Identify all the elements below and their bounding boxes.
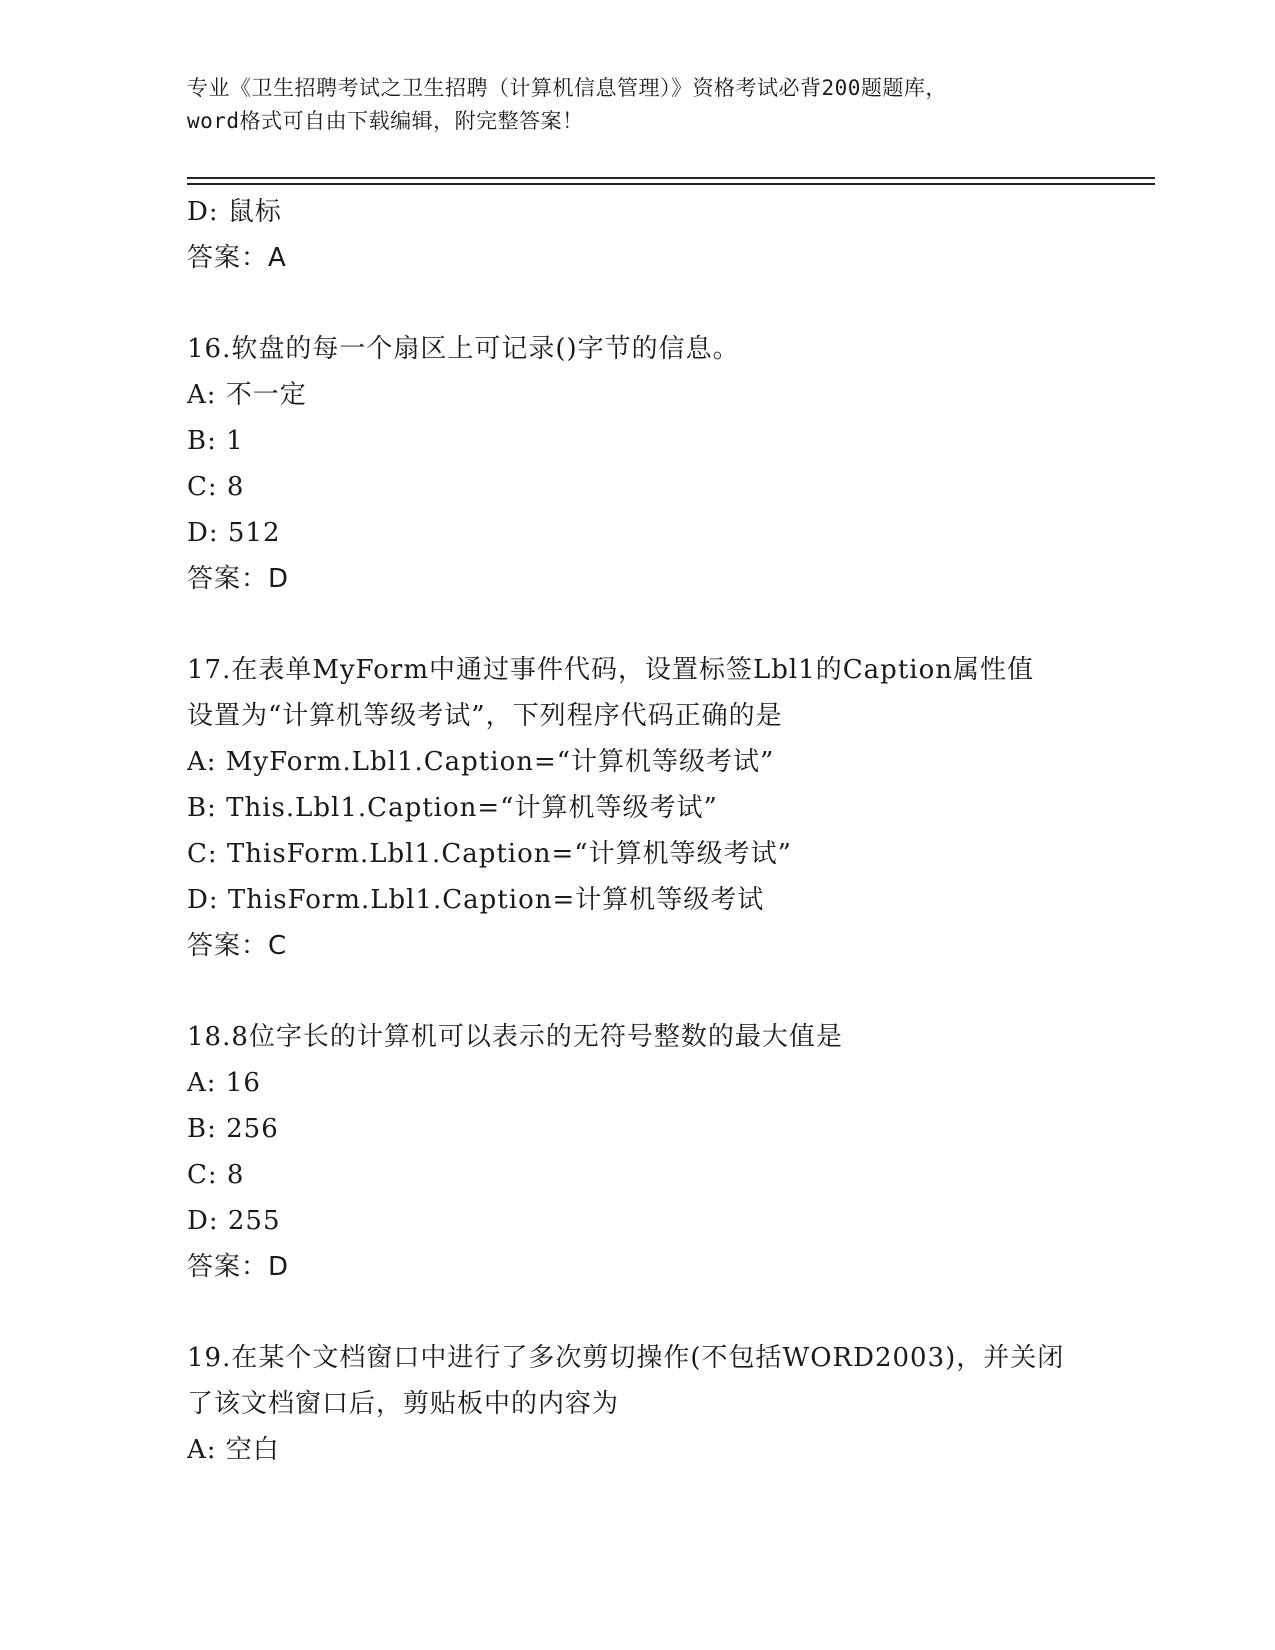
header-line-1: 专业《卫生招聘考试之卫生招聘（计算机信息管理）》资格考试必背200题题库， xyxy=(187,76,947,100)
q15-option-d: D: 鼠标 xyxy=(187,197,282,227)
q18-answer: 答案：D xyxy=(187,1252,290,1282)
q17-text-line-2: 设置为“计算机等级考试”，下列程序代码正确的是 xyxy=(187,701,783,731)
spacer xyxy=(187,281,1087,326)
header-line-2: word格式可自由下载编辑，附完整答案！ xyxy=(187,109,584,133)
q18-option-a: A: 16 xyxy=(187,1068,261,1098)
header-rule-top xyxy=(187,177,1155,179)
q15-answer: 答案：A xyxy=(187,243,287,273)
q16-answer: 答案：D xyxy=(187,564,290,594)
q16-option-a: A: 不一定 xyxy=(187,380,307,410)
q17-text-line-1: 17.在表单MyForm中通过事件代码，设置标签Lbl1的Caption属性值 xyxy=(187,655,1034,685)
spacer xyxy=(187,1290,1087,1335)
q17-answer: 答案：C xyxy=(187,931,288,961)
q16-option-b: B: 1 xyxy=(187,426,244,456)
q17-option-a: A: MyForm.Lbl1.Caption=“计算机等级考试” xyxy=(187,747,775,777)
q16-option-c: C: 8 xyxy=(187,472,245,502)
q19-text-line-2: 了该文档窗口后，剪贴板中的内容为 xyxy=(187,1389,620,1419)
q18-option-c: C: 8 xyxy=(187,1160,245,1190)
q16-option-d: D: 512 xyxy=(187,518,281,548)
q16-text: 16.软盘的每一个扇区上可记录()字节的信息。 xyxy=(187,334,740,364)
spacer xyxy=(187,969,1087,1014)
q17-option-d: D: ThisForm.Lbl1.Caption=计算机等级考试 xyxy=(187,885,765,915)
q17-option-b: B: This.Lbl1.Caption=“计算机等级考试” xyxy=(187,793,718,823)
q18-option-b: B: 256 xyxy=(187,1114,279,1144)
document-body xyxy=(187,189,1087,1473)
q18-option-d: D: 255 xyxy=(187,1206,281,1236)
spacer xyxy=(187,602,1087,647)
q19-option-a: A: 空白 xyxy=(187,1435,280,1465)
header-rule-bottom xyxy=(187,183,1155,185)
page-header xyxy=(187,72,1087,138)
q17-option-c: C: ThisForm.Lbl1.Caption=“计算机等级考试” xyxy=(187,839,792,869)
q18-text: 18.8位字长的计算机可以表示的无符号整数的最大值是 xyxy=(187,1022,843,1052)
q19-text-line-1: 19.在某个文档窗口中进行了多次剪切操作(不包括WORD2003)，并关闭 xyxy=(187,1343,1065,1373)
